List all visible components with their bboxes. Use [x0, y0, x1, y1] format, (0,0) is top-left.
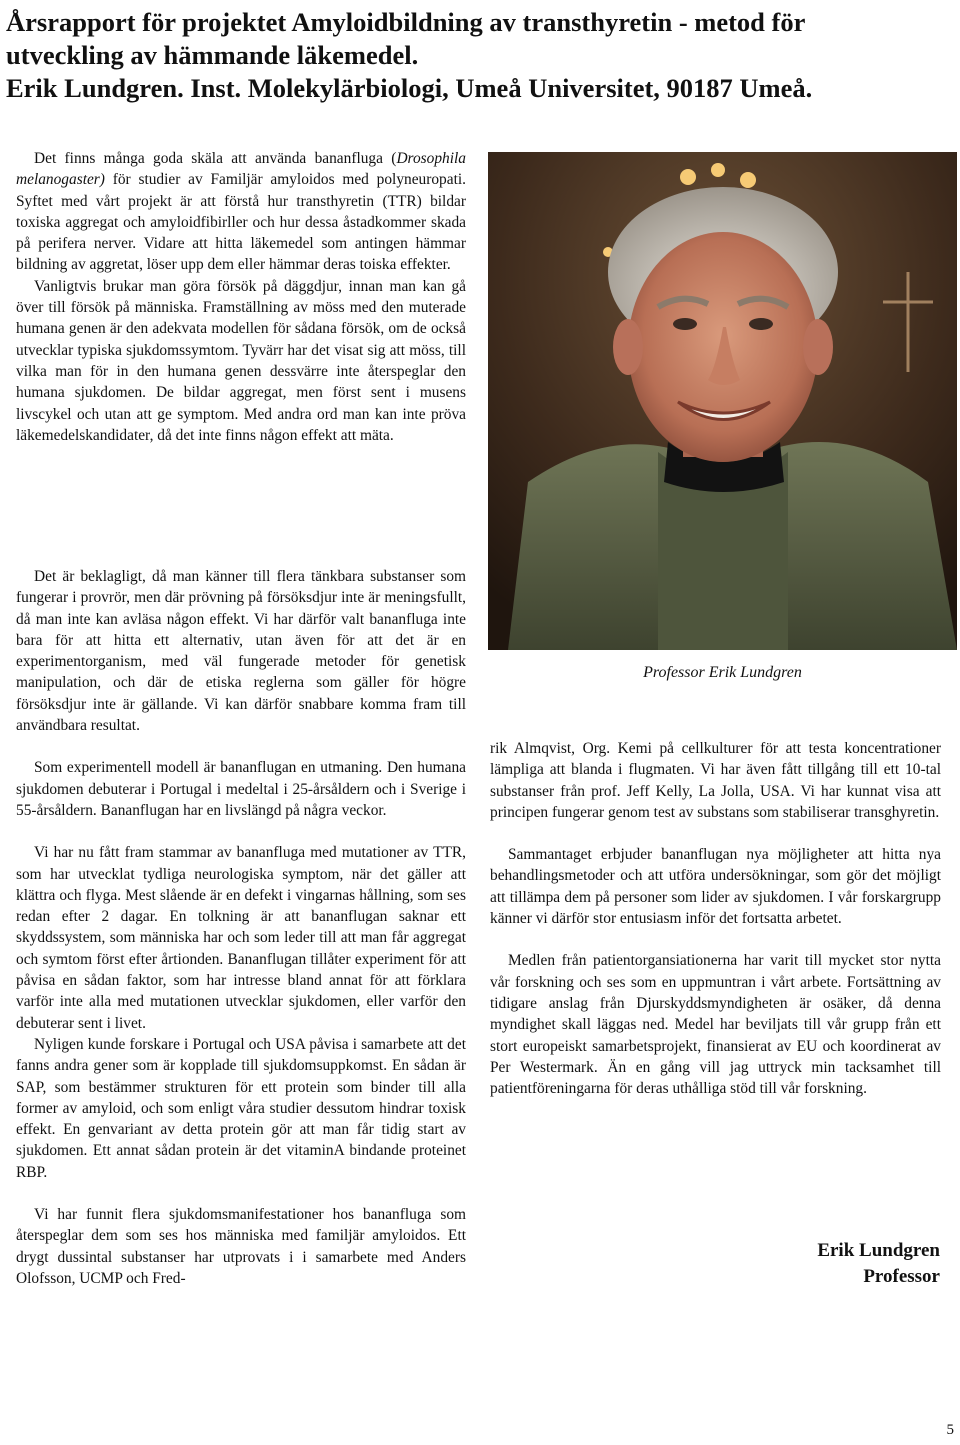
signature-name: Erik Lundgren — [817, 1240, 940, 1261]
paragraph-intro-start: Det finns många goda skäla att använda bananfluga ( — [34, 150, 397, 167]
paragraph-mutations: Vi har nu fått fram stammar av bananfluga med mutationer av TTR, som har utvecklat tydliga neurologiska symptom, när det gäller att klättra och flyga. Mest slående är en defekt i vingarnas hållning, som ses redan efter 2 dagar. En tolkning är att bananflugan saknar ett skyddssystem, som människa har och som leder till att man får aggregat och symtom först efter årtionden. Bananflugan tillåter experiment för att påvisa en sådan faktor, som har intresse bland annat för att förklara varför inte alla med mutationen utvecklar sjukdomen, eller varför den debuterar sent i livet. — [16, 844, 466, 1032]
photo-caption: Professor Erik Lundgren — [643, 664, 802, 681]
signature-title: Professor — [863, 1266, 940, 1287]
signature-block — [700, 1238, 940, 1290]
paragraph-challenge: Som experimentell modell är bananflugan en utmaning. Den humana sjukdomen debuterar i Portugal i medeltal i 25-årsåldern och i Sverige i 55-årsåldern. Bananflugan har en livslängd på några veckor. — [16, 759, 466, 819]
paragraph-fruitfly-choice: Det är beklagligt, då man känner till flera tänkbara substanser som fungerar i provrör, men där prövning på försöksdjur inte är meningsfullt, då man inte kan avläsa någon effekt. Vi har därför valt bananfluga inte bara för att hitta ett alternativ, utan även för att det är en experimentorganism, med väl fungerade metoder för genetisk manipulation, och där de etiska reglerna som gäller för högre försöksdjur inte är gällande. Vi kan därför snabbare komma fram till användbara resultat. — [16, 568, 466, 735]
title-line-3: Erik Lundgren. Inst. Molekylärbiologi, Umeå Universitet, 90187 Umeå. — [6, 73, 813, 103]
title-line-2: utveckling av hämmande läkemedel. — [6, 40, 419, 70]
portrait-image — [488, 152, 957, 650]
paragraph-genes: Nyligen kunde forskare i Portugal och USA påvisa i samarbete att det fanns andra gener som är kopplade till sjukdomsuppkomst. En sådan är SAP, som bestämmer strukturen för ett protein som binder till alla former av amyloid, och som enligt våra studier dessutom hindrar toxisk effekt. En genvariant av detta protein gör att man får tidig start av sjukdomen. Ett annat sådan protein är det vitaminA bindande proteinet RBP. — [16, 1035, 466, 1181]
right-column — [490, 738, 941, 1099]
paragraph-findings: Vi har funnit flera sjukdomsmanifestationer hos bananfluga som återspeglar dem som ses hos människa med familjär amyloidos. Ett drygt dussintal substanser har utprovats i i samarbete med Anders Olofsson, UCMP och Fred- — [16, 1206, 466, 1287]
paragraph-model: Vanligtvis brukar man göra försök på däggdjur, innan man kan gå över till försök på människa. Framställning av möss med den muterade humana genen är den adekvata modellen för sådana försök, om de också utvecklar typiska sjukdomssymtom. Tyvärr har det visat sig att möss, till vilka man för in den humana genen dessvärre inte återspeglar den humana sjukdomen. De bildar aggregat, men först sent i musens livscykel och utan att ge symptom. Med andra ord man kan inte pröva läkemedelskandidater, då det inte finns någon effekt att mäta. — [16, 277, 466, 444]
paragraph-summary: Sammantaget erbjuder bananflugan nya möjligheter att hitta nya behandlingsmetoder och att utföra undersökningar, som gör det möjligt att tillämpa dem på personer som lider av sjukdomen. I vår forskargrupp känner vi därför stor entusiasm inför det fortsatta arbetet. — [490, 846, 941, 928]
page-number: 5 — [946, 1422, 954, 1438]
paragraph-funding: Medlen från patientorgansiationerna har varit till mycket stor nytta vår forskning och ses som en uppmuntran i vårt arbete. Fortsättning av tidigare anslag från Djurskyddsmyndigheten är osäker, då denna myndighet skall läggas ned. Medel har beviljats till vår grupp från ett stort europeiskt samarbetsprojekt, finansierat av EU och koordinerat av Per Westermark. Än en gång vill jag uttryck min tacksamhet till patientföreningarna för deras uthålliga stöd till vår forskning. — [490, 952, 941, 1098]
paragraph-collaboration: rik Almqvist, Org. Kemi på cellkulturer för att testa koncentrationer lämpliga att blanda i flugmaten. Vi har även fått tillgång till ett 10-tal substanser från prof. Jeff Kelly, La Jolla, USA. Vi har kunnat visa att principen fungerar genom test av substans som stabiliserar transghyretin. — [490, 740, 941, 821]
title-line-1: Årsrapport för projektet Amyloidbildning av transthyretin - metod för — [6, 7, 806, 37]
species-name: Drosophila melanogaster) — [16, 150, 466, 189]
paragraph-intro-rest: för studier av Familjär amyloidos med polyneuropati. Syftet med vårt projekt är att förstå hur transthyretin (TTR) bildar toxiska aggregat och amyloidfibirller och hur dessa åstadkommer skada på perifera nerver. Vidare att hitta läkemedel som antingen hämmar bildning av aggretat, löser upp dem eller hämmar deras toiska effekter. — [16, 171, 466, 274]
left-column-top — [16, 148, 466, 446]
portrait-photo — [488, 152, 957, 650]
document-title — [6, 6, 956, 105]
left-column — [16, 566, 466, 1289]
paragraph-intro — [16, 148, 466, 276]
